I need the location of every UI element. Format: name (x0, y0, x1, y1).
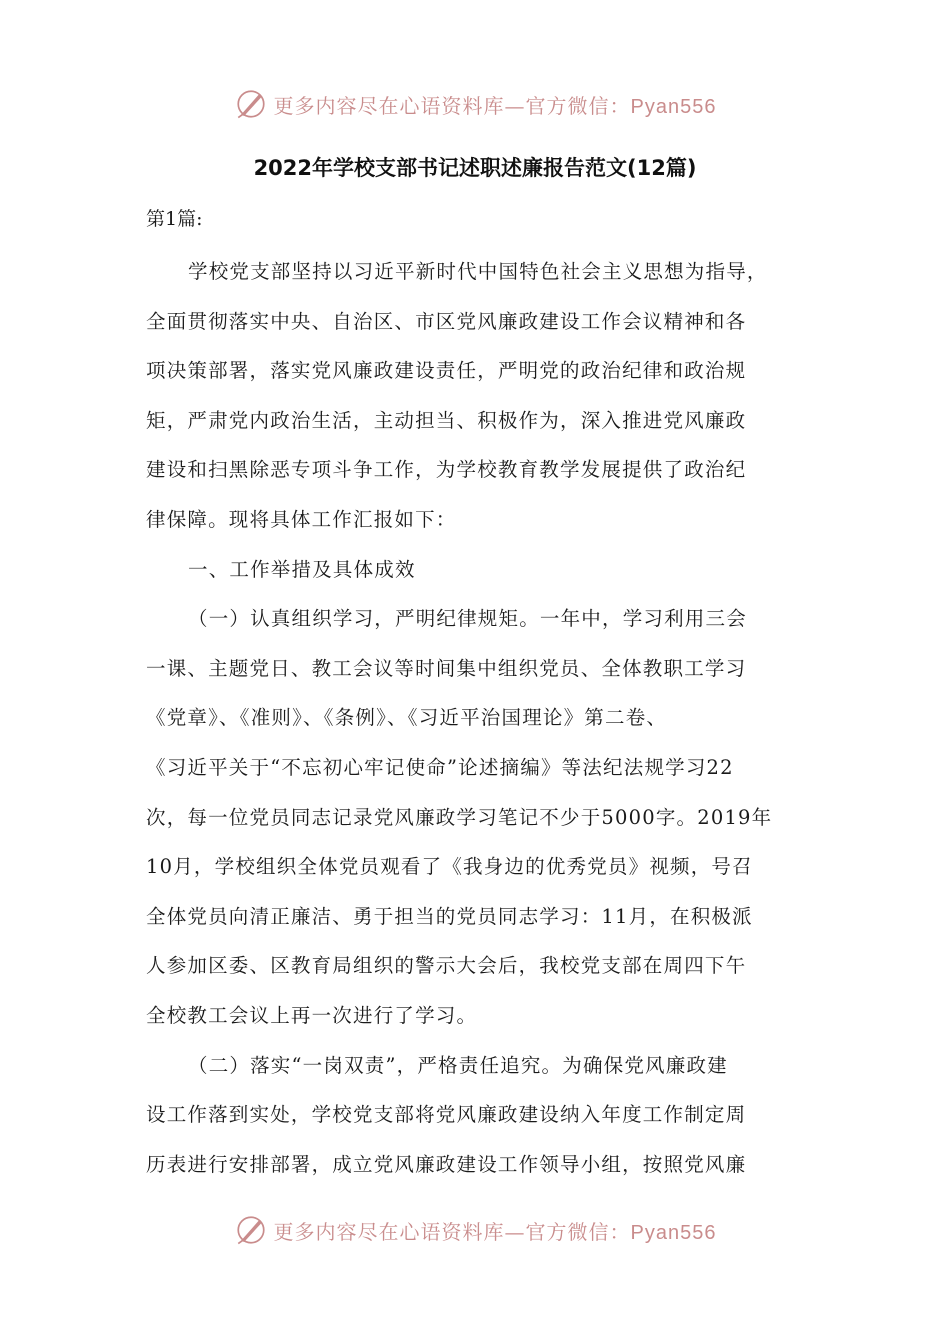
body-line: 建设和扫黑除恶专项斗争工作，为学校教育教学发展提供了政治纪 (146, 458, 747, 482)
footer-watermark (0, 1208, 950, 1252)
body-line: 项决策部署，落实党风廉政建设责任，严明党的政治纪律和政治规 (146, 359, 747, 383)
body-line: 设工作落到实处，学校党支部将党风廉政建设纳入年度工作制定周 (146, 1103, 747, 1127)
watermark-text: 更多内容尽在心语资料库—官方微信：Pyan556 (273, 93, 717, 118)
header-watermark (0, 82, 950, 126)
body-line: 全面贯彻落实中央、自治区、市区党风廉政建设工作会议精神和各 (146, 309, 747, 333)
body-line: 《习近平关于“不忘初心牢记使命”论述摘编》等法纪法规学习22 (146, 755, 734, 779)
document-title: 2022年学校支部书记述职述廉报告范文(12篇) (253, 156, 697, 180)
watermark-text: 更多内容尽在心语资料库—官方微信：Pyan556 (273, 1219, 717, 1244)
quill-pen-icon (234, 87, 268, 121)
body-line: 一、工作举措及具体成效 (188, 557, 416, 581)
body-line: 矩，严肃党内政治生活，主动担当、积极作为，深入推进党风廉政 (146, 408, 747, 432)
body-line: 次，每一位党员同志记录党风廉政学习笔记不少于5000字。2019年 (146, 805, 773, 829)
body-line: 全体党员向清正廉洁、勇于担当的党员同志学习：11月，在积极派 (146, 904, 753, 928)
body-line: 10月，学校组织全体党员观看了《我身边的优秀党员》视频，号召 (146, 855, 753, 879)
section-label: 第1篇: (146, 208, 203, 230)
body-line: （二）落实“一岗双责”，严格责任追究。为确保党风廉政建 (188, 1053, 728, 1077)
body-line: 历表进行安排部署，成立党风廉政建设工作领导小组，按照党风廉 (146, 1152, 747, 1176)
body-line: 律保障。现将具体工作汇报如下： (146, 507, 457, 531)
body-line: 人参加区委、区教育局组织的警示大会后，我校党支部在周四下午 (146, 954, 747, 978)
body-line: 《党章》、《准则》、《条例》、《习近平治国理论》第二卷、 (146, 706, 668, 730)
body-line: 全校教工会议上再一次进行了学习。 (146, 1003, 478, 1027)
quill-pen-icon (234, 1213, 268, 1247)
document-body (146, 247, 806, 1189)
body-line: 一课、主题党日、教工会议等时间集中组织党员、全体教职工学习 (146, 656, 747, 680)
body-line: 学校党支部坚持以习近平新时代中国特色社会主义思想为指导， (188, 260, 768, 283)
body-line: （一）认真组织学习，严明纪律规矩。一年中，学习利用三会 (188, 607, 747, 631)
